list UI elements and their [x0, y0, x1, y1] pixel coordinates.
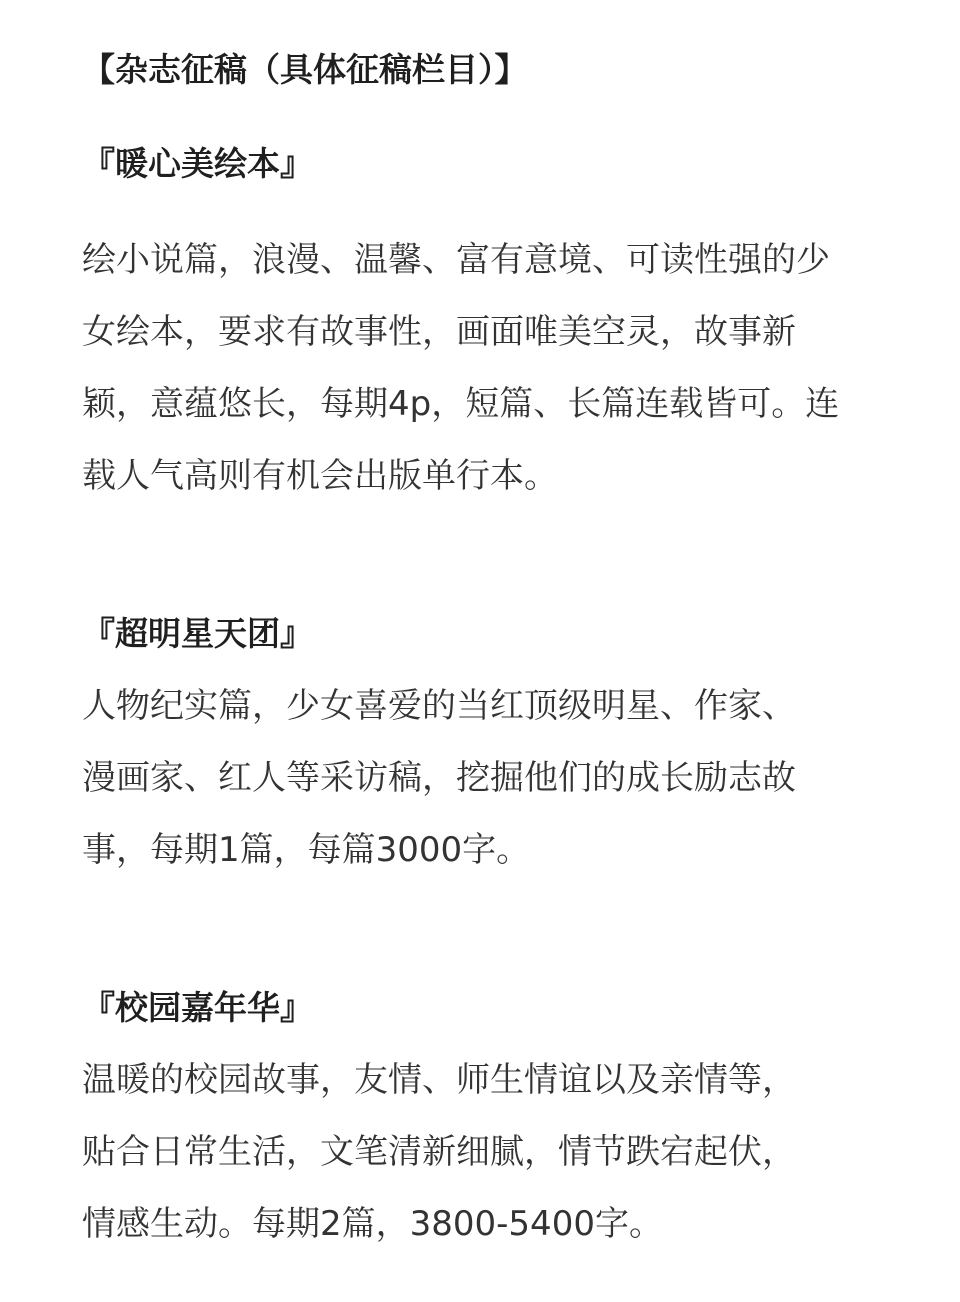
body-line: 绘小说篇，浪漫、温馨、富有意境、可读性强的少 [82, 240, 830, 280]
body-line: 女绘本，要求有故事性，画面唯美空灵，故事新 [82, 312, 796, 352]
body-line: 情感生动。每期2篇，3800-5400字。 [82, 1204, 663, 1244]
body-line: 人物纪实篇，少女喜爱的当红顶级明星、作家、 [82, 686, 796, 726]
body-line: 载人气高则有机会出版单行本。 [82, 456, 558, 496]
section-body-super-star-group [82, 670, 882, 886]
section-title-super-star-group: 『超明星天团』 [82, 614, 313, 653]
section-body-warm-picture-book [82, 224, 882, 512]
section-title-warm-picture-book: 『暖心美绘本』 [82, 144, 313, 183]
body-line: 温暖的校园故事，友情、师生情谊以及亲情等， [82, 1060, 796, 1100]
section-title-campus-carnival: 『校园嘉年华』 [82, 988, 313, 1027]
main-title: 【杂志征稿（具体征稿栏目）】 [82, 50, 528, 89]
body-line: 事，每期1篇，每篇3000字。 [82, 830, 531, 870]
body-line: 贴合日常生活，文笔清新细腻，情节跌宕起伏， [82, 1132, 796, 1172]
body-line: 漫画家、红人等采访稿，挖掘他们的成长励志故 [82, 758, 796, 798]
section-body-campus-carnival [82, 1044, 882, 1260]
body-line: 颖，意蕴悠长，每期4p，短篇、长篇连载皆可。连 [82, 384, 840, 424]
